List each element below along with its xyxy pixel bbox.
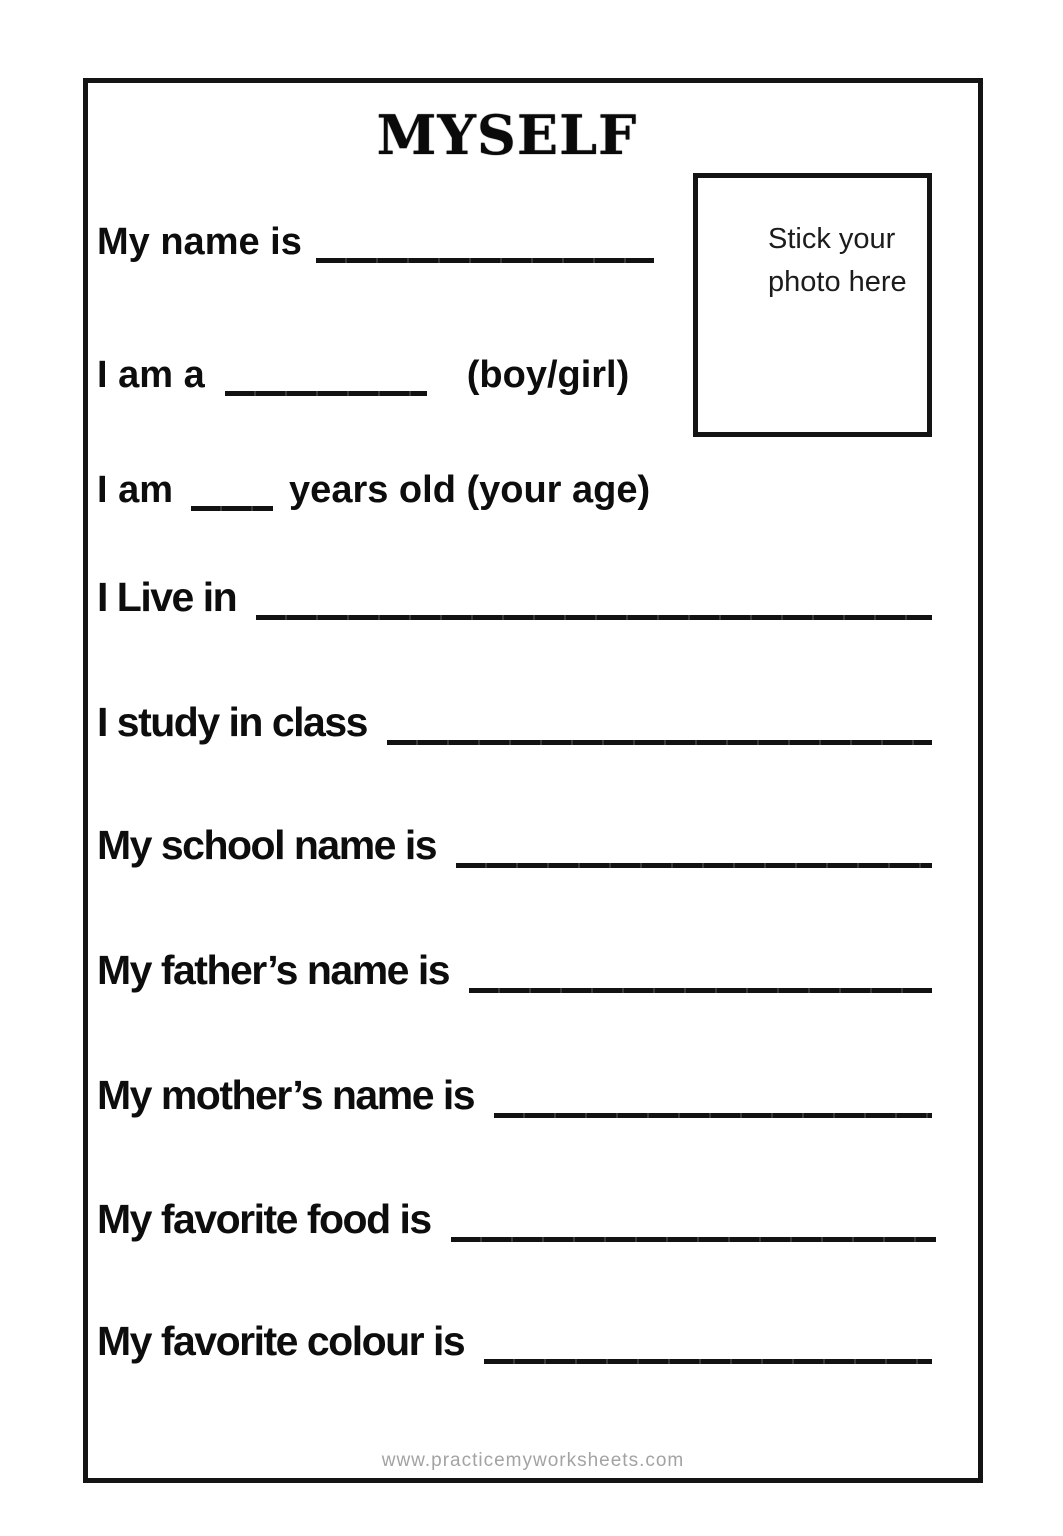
form-label-name: My name is xyxy=(97,221,302,263)
form-row-mother xyxy=(97,1071,932,1119)
blank-line-colour xyxy=(484,1359,932,1364)
blank-line-food xyxy=(451,1237,936,1242)
worksheet-border xyxy=(83,78,983,1483)
worksheet-title: MYSELF xyxy=(376,103,638,167)
form-label-mother: My mother’s name is xyxy=(97,1072,475,1118)
form-label-father: My father’s name is xyxy=(97,947,450,993)
form-row-age xyxy=(97,467,650,513)
photo-box-text: Stick your photo here xyxy=(768,223,907,298)
form-row-name xyxy=(97,219,654,265)
form-suffix-gender: (boy/girl) xyxy=(466,354,630,396)
form-row-class xyxy=(97,698,932,746)
form-label-age: I am xyxy=(97,469,174,511)
blank-line-age xyxy=(191,506,273,511)
form-row-colour xyxy=(97,1317,932,1365)
form-label-school: My school name is xyxy=(97,822,437,868)
blank-line-gender xyxy=(225,391,427,396)
footer-url: www.practicemyworksheets.com xyxy=(381,1450,685,1471)
photo-box xyxy=(693,173,932,437)
form-label-colour: My favorite colour is xyxy=(97,1318,465,1364)
blank-line-class xyxy=(387,740,932,745)
form-row-food xyxy=(97,1195,936,1243)
blank-line-live-in xyxy=(256,615,932,620)
form-row-father xyxy=(97,946,932,994)
form-suffix-age: years old (your age) xyxy=(289,469,651,511)
blank-line-school xyxy=(456,863,932,868)
blank-line-name xyxy=(316,258,654,263)
blank-line-mother xyxy=(494,1113,932,1118)
form-label-class: I study in class xyxy=(97,699,367,745)
form-row-live-in xyxy=(97,573,932,621)
form-label-live-in: I Live in xyxy=(97,574,237,620)
form-row-gender xyxy=(97,352,629,398)
blank-line-father xyxy=(469,988,932,993)
form-label-gender: I am a xyxy=(97,354,205,396)
form-row-school xyxy=(97,821,932,869)
form-label-food: My favorite food is xyxy=(97,1196,431,1242)
